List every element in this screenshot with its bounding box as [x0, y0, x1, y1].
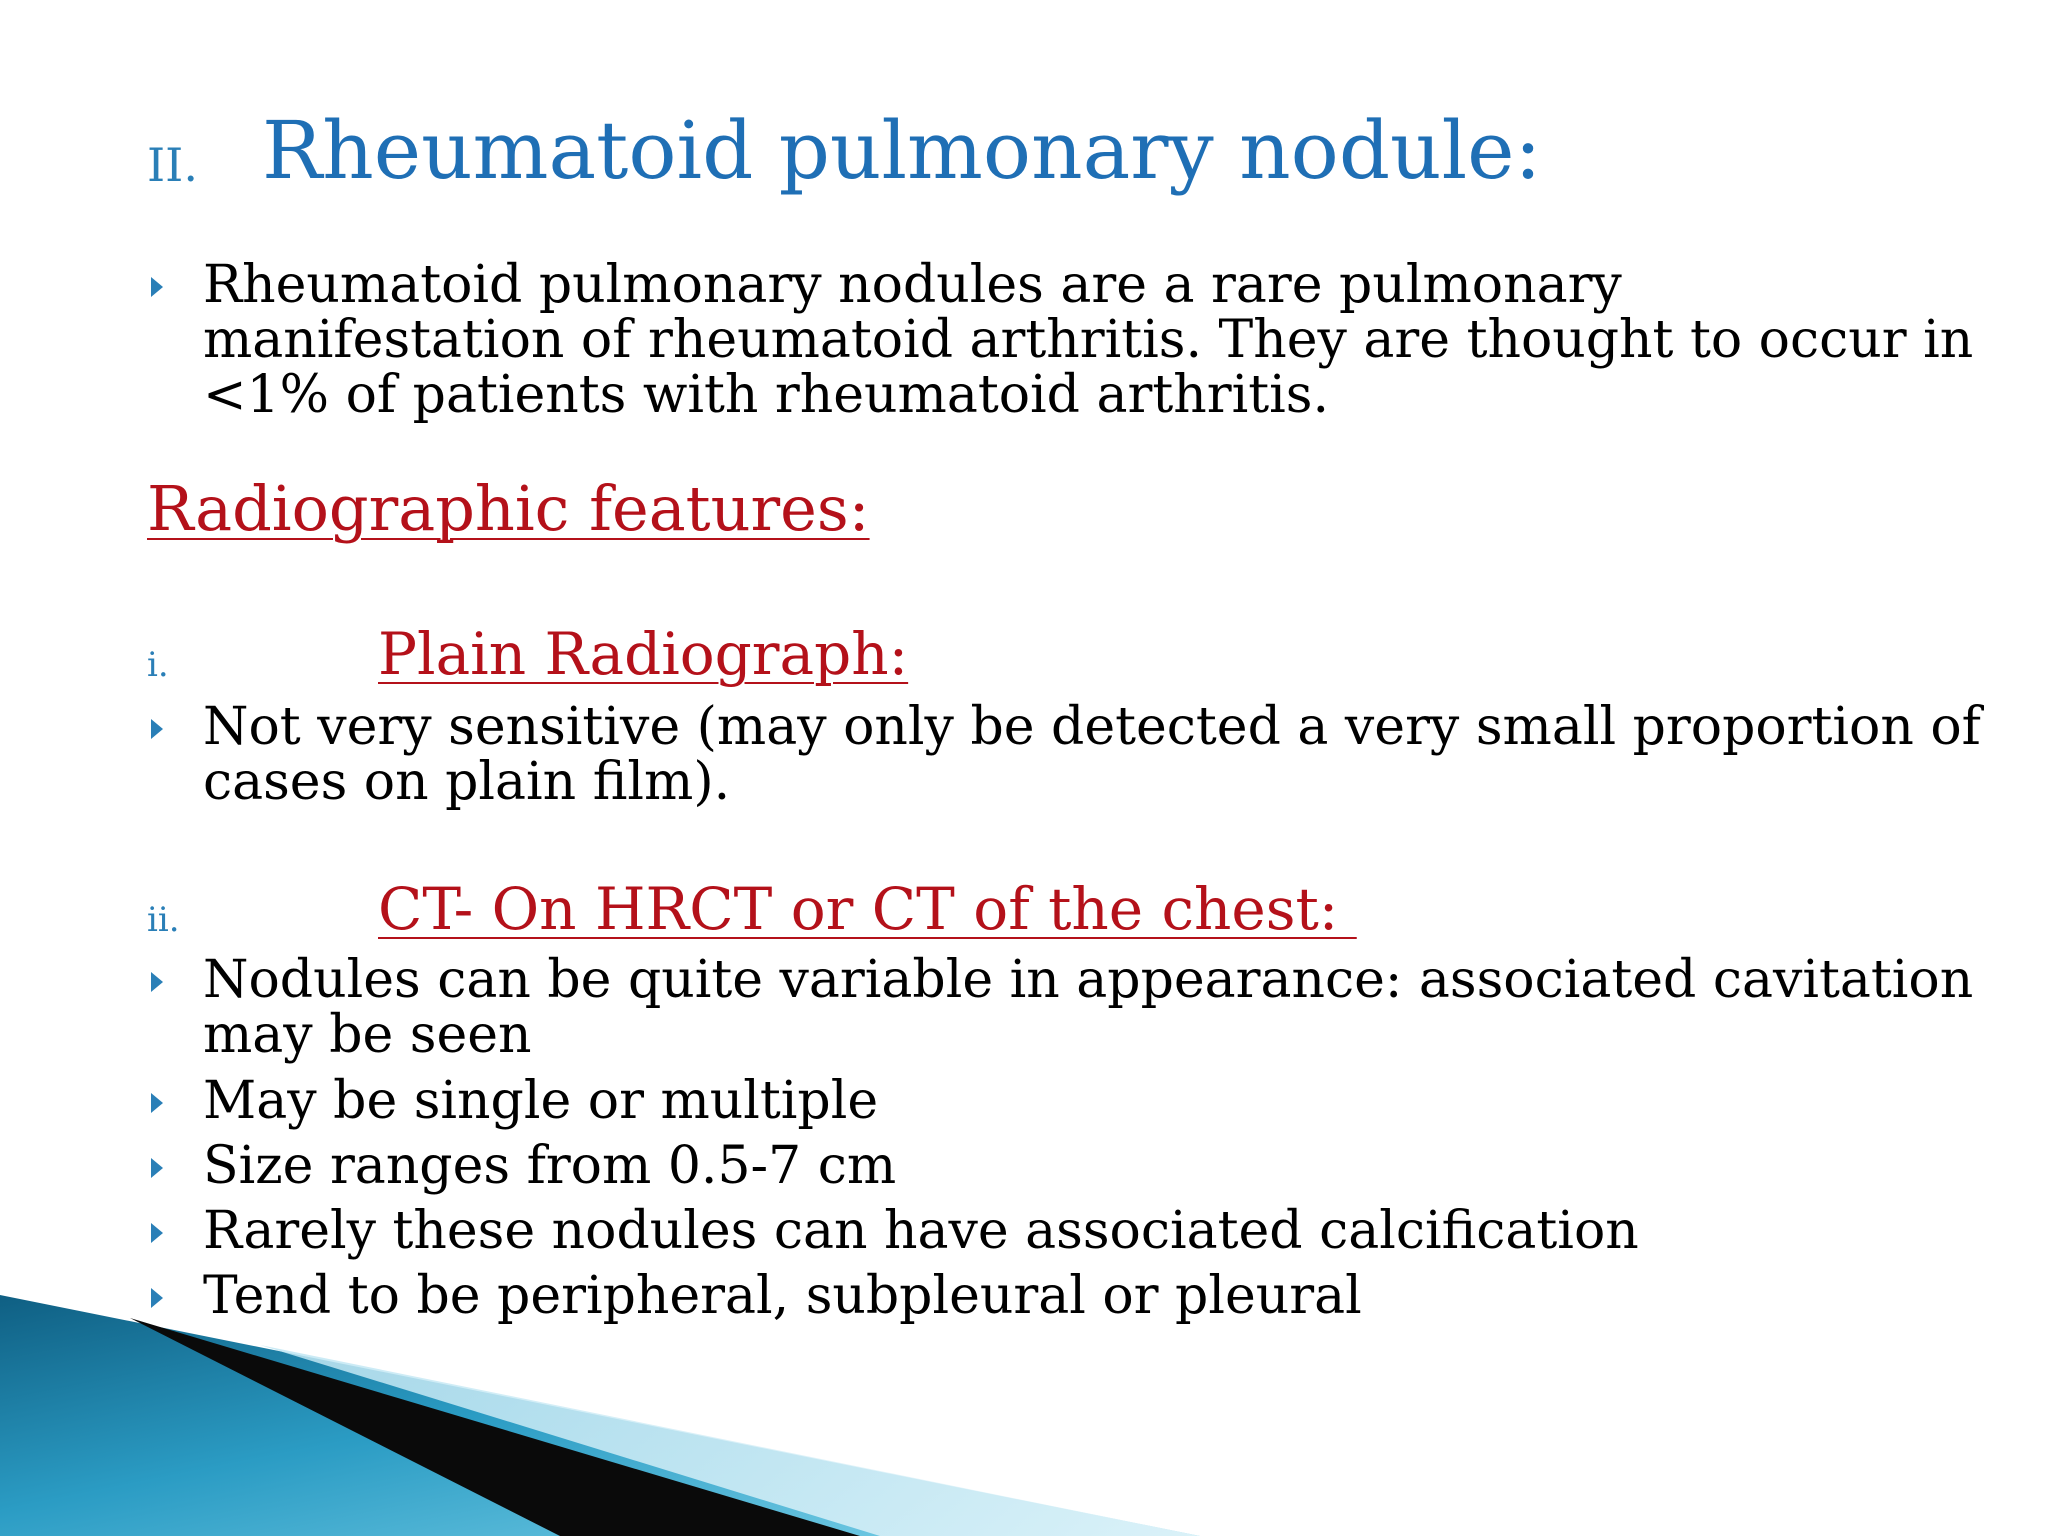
bullet-line: Nodules can be quite variable in appearance: associated cavitation — [203, 950, 1974, 1010]
bullet-line: Tend to be peripheral, subpleural or pleural — [203, 1266, 1362, 1326]
subsection-number: ii. — [147, 900, 180, 940]
bullet-arrow-icon — [151, 1093, 163, 1113]
intro-line-2: manifestation of rheumatoid arthritis. They are thought to occur in — [203, 310, 1974, 370]
bullet-line: may be seen — [203, 1005, 532, 1065]
title-number: II. — [147, 138, 198, 192]
intro-line-1: Rheumatoid pulmonary nodules are a rare pulmonary — [203, 255, 1622, 315]
section-heading: Radiographic features: — [147, 472, 870, 545]
slide-title: Rheumatoid pulmonary nodule: — [262, 104, 1542, 197]
bullet-arrow-icon — [151, 1223, 163, 1243]
bullet-arrow-icon — [151, 277, 163, 297]
bullet-line: Size ranges from 0.5-7 cm — [203, 1136, 897, 1196]
subsection-heading: CT- On HRCT or CT of the chest: — [378, 875, 1357, 943]
bullet-line: Not very sensitive (may only be detected a very small proportion of — [203, 697, 1981, 757]
bullet-arrow-icon — [151, 1288, 163, 1308]
intro-line-3: <1% of patients with rheumatoid arthritis. — [203, 365, 1329, 425]
bullet-line: Rarely these nodules can have associated calcification — [203, 1201, 1639, 1261]
bullet-arrow-icon — [151, 1158, 163, 1178]
subsection-heading: Plain Radiograph: — [378, 620, 909, 688]
bullet-line: May be single or multiple — [203, 1071, 879, 1131]
bullet-arrow-icon — [151, 719, 163, 739]
bullet-line: cases on plain film). — [203, 752, 731, 812]
bullet-arrow-icon — [151, 972, 163, 992]
subsection-number: i. — [147, 645, 169, 685]
